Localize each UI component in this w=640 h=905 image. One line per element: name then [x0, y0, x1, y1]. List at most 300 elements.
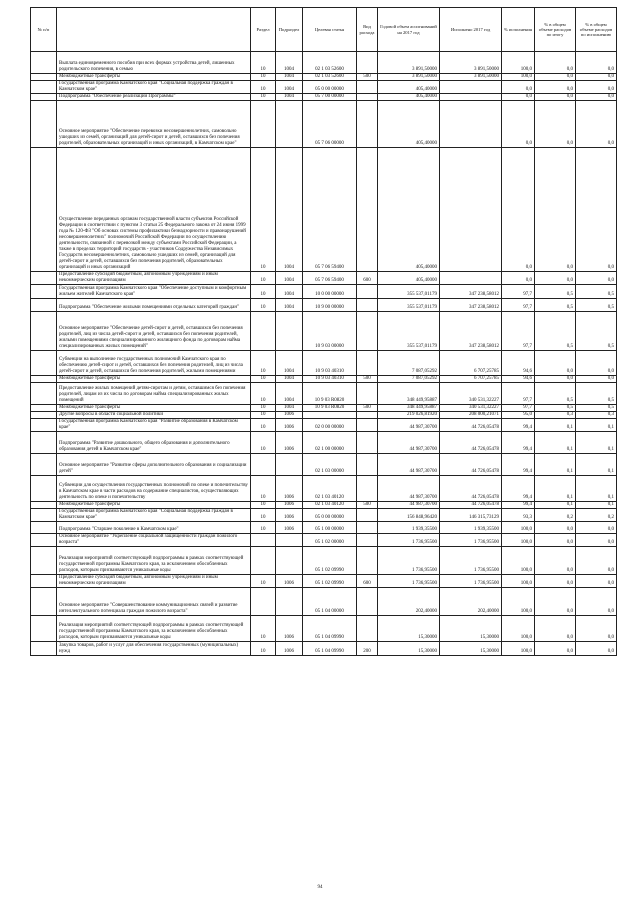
table-row [31, 502, 617, 509]
table-row [31, 285, 617, 299]
cell-name: Подпрограмма "Обеспечение реализации Программы" [57, 94, 251, 101]
cell-name: Основное мероприятие "Обеспечение перевозки несовершеннолетних, самовольно ушедших из семей, организаций для детей-сирот и детей, оставшихся без попечения родителей, образовательных организаций и иных организаций, в Камчатском крае" [57, 101, 251, 148]
cell-plan: 44 987,30700 [378, 419, 440, 432]
cell-plan: 44 987,30700 [378, 454, 440, 476]
cell-csr: 05 1 02 09990 [303, 547, 357, 575]
table-row [31, 94, 617, 101]
cell-share2: 0,0 [576, 616, 617, 642]
cell-share1: 0,5 [535, 405, 576, 412]
cell-num [31, 588, 57, 616]
table-row [31, 509, 617, 522]
cell-share2: 0,5 [576, 299, 617, 312]
cell-share2: 0,5 [576, 383, 617, 405]
cell-podrazdel: 1004 [276, 74, 303, 81]
cell-fact: 15,30000 [440, 616, 502, 642]
cell-razdel: 10 [251, 285, 276, 299]
cell-name: Реализация мероприятий соответствующей подпрограммы в рамках соответствующей государственной программы Камчатского края, за исключением обособленных расходов, которым присваиваются уникальные коды [57, 547, 251, 575]
cell-podrazdel: 1004 [276, 272, 303, 285]
cell-vr: 600 [357, 272, 378, 285]
cell-share2: 0,1 [576, 432, 617, 454]
cell-pct: 0,0 [502, 272, 535, 285]
cell-csr: 05 1 04 00000 [303, 588, 357, 616]
table-row [31, 616, 617, 642]
cell-pct: 100,0 [502, 575, 535, 588]
cell-razdel: 10 [251, 476, 276, 502]
cell-num [31, 534, 57, 547]
cell-num [31, 616, 57, 642]
cell-pct: 100,0 [502, 547, 535, 575]
cell-razdel: 10 [251, 412, 276, 419]
cell-vr: 600 [357, 575, 378, 588]
cell-pct: 99,4 [502, 432, 535, 454]
cell-plan: 405,40000 [378, 94, 440, 101]
table-row [31, 575, 617, 588]
cell-fact: 208 000,21071 [440, 412, 502, 419]
cell-share1: 0,0 [535, 616, 576, 642]
cell-vr [357, 383, 378, 405]
cell-pct: 99,4 [502, 419, 535, 432]
cell-vr: 500 [357, 376, 378, 383]
cell-vr [357, 148, 378, 272]
cell-fact [440, 148, 502, 272]
cell-csr: 02 1 03 40120 [303, 502, 357, 509]
cell-csr: 05 7 00 00000 [303, 94, 357, 101]
cell-razdel [251, 588, 276, 616]
cell-share1: 0,0 [535, 272, 576, 285]
cell-num [31, 376, 57, 383]
cell-name: Другие вопросы в области социальной политики [57, 412, 251, 419]
header-plan: Годовой объем ассигнований на 2017 год [378, 8, 440, 52]
header-fact: Исполнено 2017 год [440, 8, 502, 52]
cell-pct: 100,0 [502, 74, 535, 81]
cell-share1: 0,0 [535, 642, 576, 656]
cell-share2: 0,3 [576, 412, 617, 419]
cell-share1: 0,0 [535, 376, 576, 383]
cell-num [31, 351, 57, 376]
cell-csr: 02 1 03 40120 [303, 476, 357, 502]
cell-vr [357, 588, 378, 616]
cell-name: Государственная программа Камчатского края "Социальная поддержка граждан в Камчатском крае" [57, 509, 251, 522]
cell-podrazdel: 1006 [276, 575, 303, 588]
cell-name: Основное мероприятие "Обеспечение детей-сирот и детей, оставшихся без попечения родителей, лиц из числа детей-сирот и детей, оставшихся без попечения родителей, жилыми помещениями специализированного жилищного фонда по договорам найма специализированных жилых помещений" [57, 312, 251, 351]
cell-podrazdel: 1006 [276, 616, 303, 642]
cell-share1: 0,1 [535, 432, 576, 454]
cell-name: Межбюджетные трансферты [57, 405, 251, 412]
cell-name: Субвенции на выполнение государственных полномочий Камчатского края по обеспечению детей-сирот и детей, оставшихся без попечения родителей, лиц из числа детей-сирот и детей, оставшихся без попечения родителей, жилыми помещениями [57, 351, 251, 376]
cell-fact: 44 726,05478 [440, 454, 502, 476]
table-row [31, 454, 617, 476]
cell-podrazdel: 1004 [276, 376, 303, 383]
cell-share2: 0,0 [576, 534, 617, 547]
cell-share1: 0,0 [535, 148, 576, 272]
cell-razdel: 10 [251, 94, 276, 101]
cell-fact: 340 531,32227 [440, 383, 502, 405]
cell-plan: 355 537,01179 [378, 312, 440, 351]
cell-csr: 10 9 03 40310 [303, 351, 357, 376]
cell-csr: 10 0 00 00000 [303, 285, 357, 299]
table-row [31, 588, 617, 616]
cell-plan: 405,40000 [378, 101, 440, 148]
cell-fact: 44 726,05478 [440, 432, 502, 454]
header-share1: % в общем объеме расходов по итогу [535, 8, 576, 52]
cell-fact: 6 707,25785 [440, 351, 502, 376]
cell-pct: 97,7 [502, 383, 535, 405]
header-num: № п/п [31, 8, 57, 52]
table-row [31, 351, 617, 376]
cell-razdel: 10 [251, 522, 276, 534]
cell-name: Предоставление субсидий бюджетным, автономным учреждениям и иным некоммерческим организациям [57, 272, 251, 285]
cell-plan: 202,40000 [378, 588, 440, 616]
cell-num [31, 454, 57, 476]
cell-share2: 0,0 [576, 74, 617, 81]
cell-razdel: 10 [251, 405, 276, 412]
cell-share2: 0,0 [576, 575, 617, 588]
cell-share2: 0,0 [576, 547, 617, 575]
cell-fact: 3 891,50000 [440, 52, 502, 74]
header-name [57, 8, 251, 52]
cell-csr: 05 1 02 00000 [303, 534, 357, 547]
cell-csr: 05 1 00 00000 [303, 522, 357, 534]
cell-podrazdel: 1006 [276, 509, 303, 522]
cell-share1: 0,0 [535, 534, 576, 547]
cell-fact [440, 94, 502, 101]
cell-pct: 99,4 [502, 502, 535, 509]
cell-fact: 347 238,58012 [440, 299, 502, 312]
cell-share1: 0,0 [535, 81, 576, 94]
cell-name: Подпрограмма "Развитие дошкольного, общего образования и дополнительного образования детей в Камчатском крае" [57, 432, 251, 454]
cell-fact: 1 736,95500 [440, 575, 502, 588]
cell-razdel [251, 101, 276, 148]
cell-share2: 0,1 [576, 476, 617, 502]
header-csr: Целевая статья [303, 8, 357, 52]
cell-vr: 500 [357, 405, 378, 412]
cell-plan: 15,30000 [378, 616, 440, 642]
cell-num [31, 502, 57, 509]
cell-razdel: 10 [251, 52, 276, 74]
cell-fact: 1 736,95500 [440, 547, 502, 575]
cell-share2: 0,0 [576, 101, 617, 148]
cell-name: Государственная программа Камчатского края "Обеспечение доступным и комфортным жильем жителей Камчатского края" [57, 285, 251, 299]
table-row [31, 81, 617, 94]
cell-plan: 355 537,01179 [378, 285, 440, 299]
cell-share1: 0,0 [535, 351, 576, 376]
cell-vr: 200 [357, 642, 378, 656]
cell-num [31, 547, 57, 575]
cell-share1: 0,5 [535, 312, 576, 351]
cell-plan: 3 891,50000 [378, 52, 440, 74]
cell-fact: 3 891,50000 [440, 74, 502, 81]
cell-csr: 02 1 03 00000 [303, 454, 357, 476]
cell-podrazdel: 1006 [276, 522, 303, 534]
cell-podrazdel: 1004 [276, 285, 303, 299]
cell-podrazdel: 1004 [276, 94, 303, 101]
cell-razdel: 10 [251, 502, 276, 509]
cell-pct: 100,0 [502, 534, 535, 547]
cell-num [31, 432, 57, 454]
cell-podrazdel: 1006 [276, 412, 303, 419]
cell-plan: 1 736,95500 [378, 575, 440, 588]
cell-pct: 97,7 [502, 312, 535, 351]
budget-table [30, 7, 617, 656]
cell-csr: 05 0 00 00000 [303, 81, 357, 94]
cell-num [31, 509, 57, 522]
cell-podrazdel: 1004 [276, 52, 303, 74]
cell-share2: 0,0 [576, 81, 617, 94]
cell-plan: 405,40000 [378, 272, 440, 285]
cell-num [31, 299, 57, 312]
cell-vr [357, 351, 378, 376]
cell-fact: 146 315,73129 [440, 509, 502, 522]
cell-vr [357, 52, 378, 74]
cell-share2: 0,5 [576, 312, 617, 351]
cell-fact: 1 939,35500 [440, 522, 502, 534]
cell-share1: 0,5 [535, 285, 576, 299]
cell-csr: 02 0 00 00000 [303, 419, 357, 432]
header-vr: Вид расхода [357, 8, 378, 52]
cell-num [31, 419, 57, 432]
cell-vr [357, 522, 378, 534]
cell-razdel: 10 [251, 376, 276, 383]
cell-vr [357, 94, 378, 101]
table-row [31, 272, 617, 285]
cell-csr: 10 9 03 40310 [303, 376, 357, 383]
cell-num [31, 74, 57, 81]
cell-share1: 0,5 [535, 299, 576, 312]
cell-name: Закупка товаров, работ и услуг для обеспечения государственных (муниципальных) нужд [57, 642, 251, 656]
cell-razdel [251, 312, 276, 351]
cell-fact [440, 81, 502, 94]
cell-num [31, 312, 57, 351]
cell-share2: 0,1 [576, 419, 617, 432]
cell-vr [357, 534, 378, 547]
cell-share1: 0,1 [535, 502, 576, 509]
cell-share1: 0,1 [535, 454, 576, 476]
cell-podrazdel: 1004 [276, 383, 303, 405]
table-row [31, 476, 617, 502]
cell-share2: 0,0 [576, 272, 617, 285]
cell-csr: 05 7 06 00000 [303, 101, 357, 148]
cell-name: Государственная программа Камчатского края "Социальная поддержка граждан в Камчатском крае" [57, 81, 251, 94]
cell-vr [357, 81, 378, 94]
cell-csr: 05 7 06 59400 [303, 148, 357, 272]
table-row [31, 405, 617, 412]
cell-razdel: 10 [251, 642, 276, 656]
cell-pct: 100,0 [502, 588, 535, 616]
cell-pct: 95,0 [502, 412, 535, 419]
cell-pct: 97,7 [502, 285, 535, 299]
cell-num [31, 285, 57, 299]
cell-name: Межбюджетные трансферты [57, 74, 251, 81]
cell-csr: 02 1 00 00000 [303, 432, 357, 454]
table-row [31, 412, 617, 419]
cell-podrazdel: 1004 [276, 81, 303, 94]
table-row [31, 534, 617, 547]
cell-pct: 93,3 [502, 509, 535, 522]
cell-csr: 10 9 03 00000 [303, 312, 357, 351]
cell-podrazdel [276, 101, 303, 148]
cell-razdel: 10 [251, 272, 276, 285]
table-row [31, 522, 617, 534]
cell-share2: 0,0 [576, 376, 617, 383]
cell-pct: 94,6 [502, 376, 535, 383]
cell-name: Основное мероприятие "Укрепление социальной защищенности граждан пожилого возраста" [57, 534, 251, 547]
cell-num [31, 412, 57, 419]
cell-share2: 0,0 [576, 522, 617, 534]
cell-razdel: 10 [251, 616, 276, 642]
cell-share1: 0,0 [535, 522, 576, 534]
cell-fact [440, 101, 502, 148]
cell-num [31, 522, 57, 534]
cell-podrazdel [276, 547, 303, 575]
cell-name: Основное мероприятие "Совершенствование коммуникационных связей и развитие интеллектуального потенциала граждан пожилого возраста" [57, 588, 251, 616]
cell-pct: 100,0 [502, 642, 535, 656]
cell-num [31, 101, 57, 148]
cell-pct: 94,6 [502, 351, 535, 376]
cell-podrazdel: 1004 [276, 351, 303, 376]
cell-plan: 1 736,95500 [378, 547, 440, 575]
cell-csr: 05 1 02 09990 [303, 575, 357, 588]
cell-razdel: 10 [251, 351, 276, 376]
cell-num [31, 148, 57, 272]
cell-vr [357, 616, 378, 642]
table-header-row [31, 8, 617, 52]
cell-podrazdel [276, 454, 303, 476]
cell-razdel: 10 [251, 509, 276, 522]
cell-fact: 340 531,32227 [440, 405, 502, 412]
cell-name: Выплата единовременного пособия при всех формах устройства детей, лишенных родительского попечения, в семью [57, 52, 251, 74]
cell-name: Предоставление субсидий бюджетным, автономным учреждениям и иным некоммерческим организациям [57, 575, 251, 588]
cell-vr [357, 454, 378, 476]
cell-fact: 44 726,05478 [440, 502, 502, 509]
table-row [31, 299, 617, 312]
cell-vr [357, 412, 378, 419]
cell-pct: 100,0 [502, 522, 535, 534]
cell-pct: 0,0 [502, 148, 535, 272]
cell-podrazdel: 1006 [276, 642, 303, 656]
cell-share1: 0,0 [535, 588, 576, 616]
header-razdel: Раздел [251, 8, 276, 52]
table-row [31, 74, 617, 81]
table-row [31, 383, 617, 405]
cell-podrazdel: 1006 [276, 476, 303, 502]
cell-podrazdel: 1006 [276, 432, 303, 454]
cell-name: Подпрограмма "Старшее поколение в Камчатском крае" [57, 522, 251, 534]
cell-vr [357, 285, 378, 299]
cell-num [31, 642, 57, 656]
cell-fact: 202,40000 [440, 588, 502, 616]
table-body [31, 52, 617, 656]
cell-share2: 0,0 [576, 52, 617, 74]
cell-plan: 15,30000 [378, 642, 440, 656]
cell-vr [357, 432, 378, 454]
cell-pct: 99,4 [502, 476, 535, 502]
cell-csr: 05 1 04 09990 [303, 616, 357, 642]
cell-share2: 0,2 [576, 509, 617, 522]
cell-name: Реализация мероприятий соответствующей подпрограммы в рамках соответствующей государственной программы Камчатского края, за исключением обособленных расходов, которым присваиваются уникальные коды [57, 616, 251, 642]
cell-plan: 44 987,30700 [378, 432, 440, 454]
cell-num [31, 272, 57, 285]
cell-share1: 0,0 [535, 74, 576, 81]
cell-razdel: 10 [251, 148, 276, 272]
cell-csr [303, 412, 357, 419]
cell-share2: 0,0 [576, 351, 617, 376]
header-podrazdel: Подраздел [276, 8, 303, 52]
cell-share2: 0,0 [576, 642, 617, 656]
cell-num [31, 575, 57, 588]
cell-vr: 500 [357, 502, 378, 509]
cell-pct: 0,0 [502, 94, 535, 101]
cell-vr: 500 [357, 74, 378, 81]
cell-csr: 10 9 00 00000 [303, 299, 357, 312]
cell-fact: 15,30000 [440, 642, 502, 656]
cell-csr: 05 7 06 59400 [303, 272, 357, 285]
header-pct: % исполнения [502, 8, 535, 52]
cell-pct: 100,0 [502, 52, 535, 74]
cell-plan: 44 987,30700 [378, 476, 440, 502]
cell-plan: 405,40000 [378, 81, 440, 94]
cell-share2: 0,1 [576, 454, 617, 476]
cell-num [31, 405, 57, 412]
cell-fact: 44 726,05478 [440, 476, 502, 502]
cell-razdel: 10 [251, 419, 276, 432]
cell-name: Государственная программа Камчатского края "Развитие образования в Камчатском крае" [57, 419, 251, 432]
cell-razdel: 10 [251, 575, 276, 588]
table-row [31, 52, 617, 74]
cell-podrazdel: 1006 [276, 419, 303, 432]
cell-podrazdel [276, 312, 303, 351]
cell-plan: 44 987,30700 [378, 502, 440, 509]
cell-share1: 0,2 [535, 509, 576, 522]
cell-num [31, 94, 57, 101]
table-row [31, 376, 617, 383]
cell-podrazdel [276, 534, 303, 547]
cell-csr: 10 9 03 R0820 [303, 405, 357, 412]
cell-fact [440, 272, 502, 285]
cell-share1: 0,0 [535, 575, 576, 588]
cell-name: Подпрограмма "Обеспечение жилыми помещениями отдельных категорий граждан" [57, 299, 251, 312]
cell-pct: 0,0 [502, 81, 535, 94]
table-row [31, 148, 617, 272]
cell-share1: 0,5 [535, 383, 576, 405]
cell-fact: 347 238,58012 [440, 312, 502, 351]
cell-plan: 348 449,95887 [378, 405, 440, 412]
cell-fact: 1 736,95500 [440, 534, 502, 547]
cell-podrazdel: 1006 [276, 502, 303, 509]
cell-plan: 7 087,05292 [378, 351, 440, 376]
cell-razdel [251, 534, 276, 547]
table-row [31, 547, 617, 575]
cell-pct: 100,0 [502, 616, 535, 642]
cell-share1: 0,0 [535, 52, 576, 74]
cell-share2: 0,5 [576, 285, 617, 299]
cell-pct: 97,7 [502, 299, 535, 312]
cell-num [31, 476, 57, 502]
cell-share1: 0,1 [535, 476, 576, 502]
table-row [31, 419, 617, 432]
cell-vr [357, 509, 378, 522]
cell-vr [357, 312, 378, 351]
cell-vr [357, 101, 378, 148]
cell-podrazdel: 1004 [276, 405, 303, 412]
cell-pct: 0,0 [502, 101, 535, 148]
table-row [31, 101, 617, 148]
cell-fact: 6 707,25785 [440, 376, 502, 383]
cell-csr: 02 1 03 52600 [303, 52, 357, 74]
cell-name: Субвенции для осуществления государственных полномочий по опеке и попечительству в Камчатском крае в части расходов на содержание специалистов, осуществляющих деятельность по опеке и попечительству [57, 476, 251, 502]
cell-razdel: 10 [251, 74, 276, 81]
cell-name: Осуществление переданных органам государственной власти субъектов Российской Федерации в соответствии с пунктом 3 статьи 25 Федерального закона от 24 июня 1999 года № 120-ФЗ "Об основах системы профилактики безнадзорности и правонарушений несовершеннолетних" полномочий Российской Федерации по осуществлению деятельности, связанной с перевозкой между субъектами Российской Федерации, а также в пределах территорий государств - участников Содружества Независимых Государств несовершеннолетних, самовольно ушедших из семей, организаций для детей-сирот и детей, оставшихся без попечения родителей, образовательных организаций и иных организаций [57, 148, 251, 272]
cell-fact: 347 238,58012 [440, 285, 502, 299]
